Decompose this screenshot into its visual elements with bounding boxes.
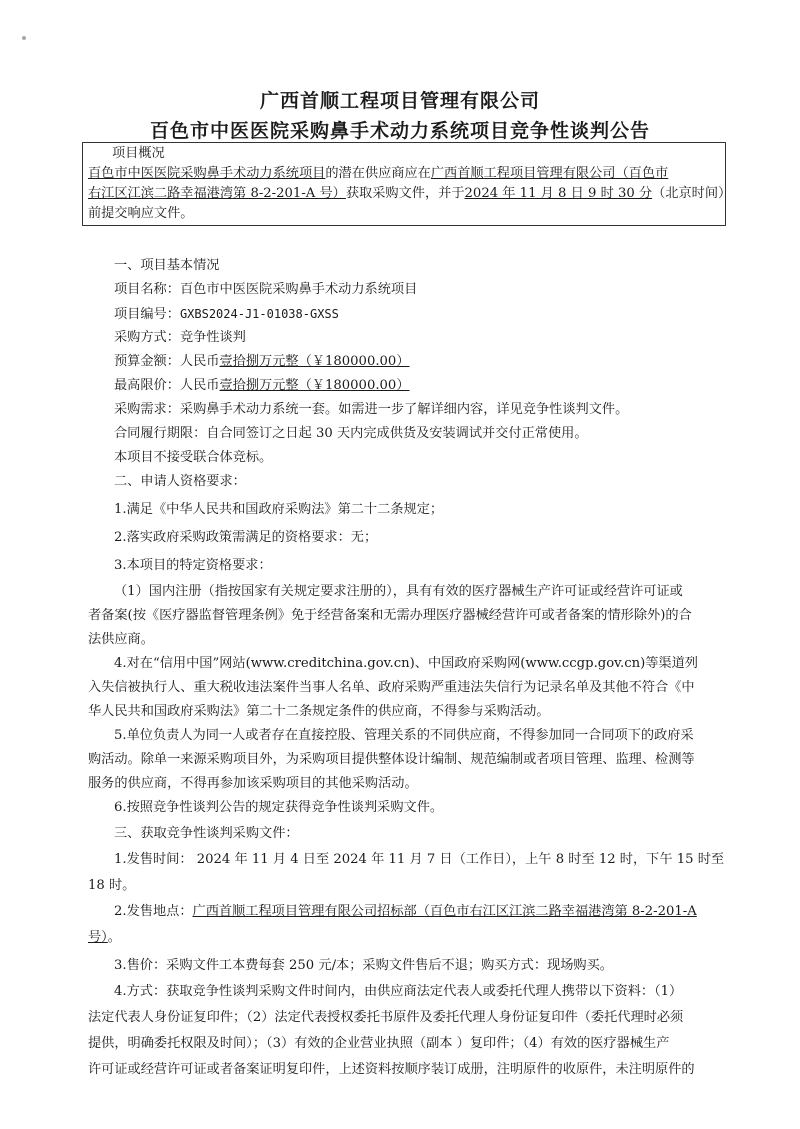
method-line-4: 许可证或经营许可证或者备案证明复印件，上述资料按顺序装订成册，注明原件的收原件，未注明原件的 — [88, 1062, 695, 1077]
label: 项目编号： — [114, 307, 180, 322]
period-row: 合同履行期限：自合同签订之日起 30 天内完成供货及安装调试并交付正常使用。 — [114, 426, 588, 441]
qual-item-2: 2.落实政府采购政策需满足的资格要求：无； — [114, 530, 378, 545]
value: 竞争性谈判 — [179, 330, 246, 345]
budget-row — [114, 352, 410, 372]
qual-item-3a-line-2: 者备案(按《医疗器监督管理条例》免于经营备案和无需办理医疗器械经营许可或者备案的情形除外)的合 — [88, 608, 692, 623]
sale-place-line-1 — [114, 902, 697, 922]
sale-time-line-2: 18 时。 — [88, 878, 136, 893]
method-row — [114, 328, 246, 348]
project-name-row — [114, 280, 417, 300]
overview-line-3: 前提交响应文件。 — [88, 206, 194, 221]
value: 壹拾捌万元整（￥180000.00） — [219, 354, 410, 369]
max-price-row — [114, 376, 410, 396]
overview-line-1 — [88, 164, 668, 184]
consortium-row: 本项目不接受联合体竞标。 — [114, 450, 273, 465]
sale-place-address-end: 号） — [88, 930, 108, 945]
deadline: 2024 年 11 月 8 日 9 时 30 分 — [464, 186, 653, 201]
overview-heading: 项目概况 — [112, 146, 165, 161]
qual-item-3: 3.本项目的特定资格要求： — [114, 558, 272, 573]
qual-item-3a-line-3: 法供应商。 — [88, 632, 154, 647]
agency-address: 右江区江滨二路幸福港湾第 8-2-201-A 号） — [88, 186, 346, 201]
price-row: 3.售价：采购文件工本费每套 250 元/本；采购文件售后不退；购买方式：现场购买。 — [114, 958, 613, 973]
sale-place-address: 广西首顺工程项目管理有限公司招标部（百色市右江区江滨二路幸福港湾第 8-2-201-A — [192, 904, 697, 919]
section-3-heading: 三、获取竞争性谈判采购文件： — [114, 826, 299, 841]
value: 壹拾捌万元整（￥180000.00） — [219, 378, 410, 393]
sale-place-line-2 — [88, 928, 121, 948]
agency-name-link: 广西首顺工程项目管理有限公司（百色市 — [430, 166, 669, 181]
qual-item-6: 6.按照竞争性谈判公告的规定获得竞争性谈判采购文件。 — [114, 800, 444, 815]
label: 项目名称： — [114, 282, 180, 297]
label: 2.发售地点： — [114, 904, 193, 919]
qual-item-5-line-1: 5.单位负责人为同一人或者存在直接控股、管理关系的不同供应商，不得参加同一合同项下的政府采 — [114, 728, 694, 743]
text: 。 — [107, 930, 121, 945]
announcement-title: 百色市中医医院采购鼻手术动力系统项目竞争性谈判公告 — [149, 120, 650, 142]
label: 预算金额：人民币 — [114, 354, 220, 369]
method-line-3: 提供，明确委托权限及时间）；（3）有效的企业营业执照（副本 ）复印件；（4）有效的医疗器械生产 — [88, 1036, 670, 1051]
value: 百色市中医医院采购鼻手术动力系统项目 — [179, 282, 418, 297]
qual-item-4-line-1: 4.对在“信用中国”网站(www.creditchina.gov.cn)、中国政府采购网(www.ccgp.gov.cn)等渠道列 — [114, 656, 698, 671]
qual-item-5-line-3: 服务的供应商，不得再参加该采购项目的其他采购活动。 — [88, 776, 418, 791]
section-1-heading: 一、项目基本情况 — [114, 258, 220, 273]
company-title: 广西首顺工程项目管理有限公司 — [259, 90, 540, 112]
scan-speck — [22, 36, 26, 40]
qual-item-5-line-2: 购活动。除单一来源采购项目外，为采购项目提供整体设计编制、规范编制或者项目管理、监理、检测等 — [88, 752, 695, 767]
qual-item-3a-line-1: （1）国内注册（指按国家有关规定要求注册的），具有有效的医疗器械生产许可证或经营许可证或 — [114, 584, 683, 599]
section-2-heading: 二、申请人资格要求： — [114, 474, 246, 489]
overview-text: 获取采购文件，并于 — [345, 186, 465, 201]
project-name-link: 百色市中医医院采购鼻手术动力系统项目 — [88, 166, 326, 181]
qual-item-1: 1.满足《中华人民共和国政府采购法》第二十二条规定； — [114, 502, 444, 517]
overview-text: 的潜在供应商应在 — [325, 166, 431, 181]
qual-item-4-line-3: 华人民共和国政府采购法》第二十二条规定条件的供应商，不得参与采购活动。 — [88, 704, 550, 719]
project-code-row — [114, 304, 339, 325]
method-line-1: 4.方式：获取竞争性谈判采购文件时间内，由供应商法定代表人或委托代理人携带以下资料：（1） — [114, 984, 683, 999]
overview-text: （北京时间） — [652, 186, 732, 201]
method-line-2: 法定代表人身份证复印件；（2）法定代表授权委托书原件及委托代理人身份证复印件（委托代理时必须 — [88, 1010, 684, 1025]
qual-item-4-line-2: 入失信被执行人、重大税收违法案件当事人名单、政府采购严重违法失信行为记录名单及其他不符合《中 — [88, 680, 695, 695]
overview-line-2 — [88, 184, 731, 204]
label: 最高限价：人民币 — [114, 378, 220, 393]
label: 采购方式： — [114, 330, 180, 345]
need-row: 采购需求：采购鼻手术动力系统一套。如需进一步了解详细内容，详见竞争性谈判文件。 — [114, 402, 629, 417]
value: GXBS2024-J1-01038-GXSS — [179, 307, 339, 321]
sale-time-line-1: 1.发售时间： 2024 年 11 月 4 日至 2024 年 11 月 7 日（工作日），上午 8 时至 12 时，下午 15 时至 — [114, 852, 725, 867]
